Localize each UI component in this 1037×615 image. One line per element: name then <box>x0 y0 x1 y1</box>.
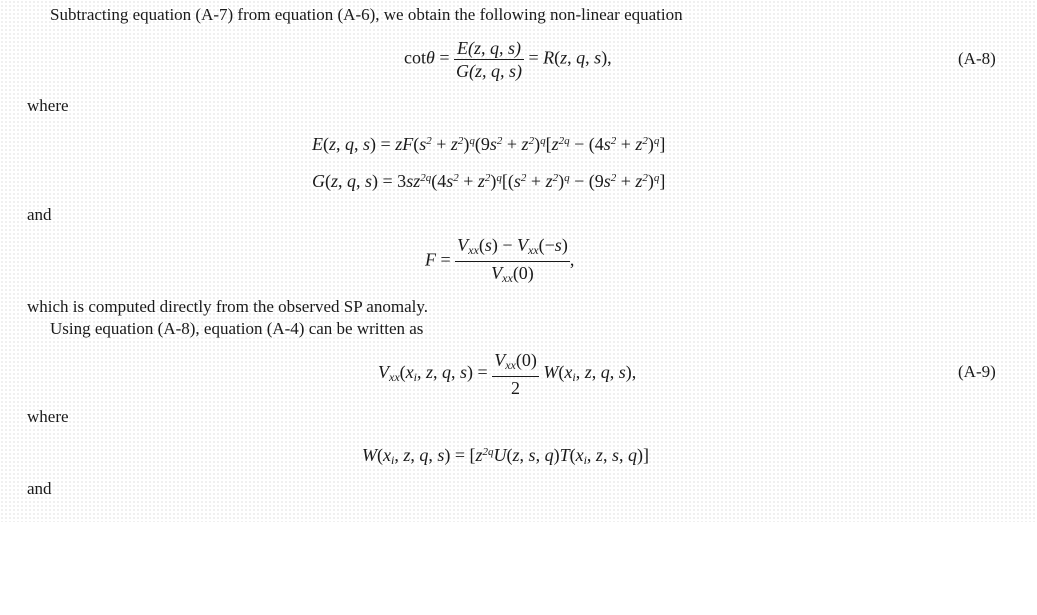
where-label-2: where <box>27 407 69 426</box>
using-paragraph: Using equation (A-8), equation (A-4) can be written as <box>50 319 424 338</box>
and-label-1: and <box>27 205 52 224</box>
equation-f-numerator: $V_{xx}(s) - V_{xx}(-s)$ <box>455 234 570 262</box>
equation-e-definition: E(z, q, $s) = zF(s^2 + z^2)^q(9s^2 + z^2)^q[z^{2q} - (4s^2 + z^2)^q]$ <box>312 134 666 154</box>
equation-a8-rhs: = R(z, q, s), <box>528 47 612 68</box>
equation-w-definition: $W(x_i$, z, q, $s) = [z^{2q}U(z$, s, $q)T(x_i$, z, s, q)] <box>362 445 649 467</box>
equation-a9-denominator: 2 <box>511 378 521 398</box>
equation-a9-rhs: $W(x_i$, z, q, s), <box>543 362 637 385</box>
equation-a8-denominator: G(z, q, s) <box>456 61 522 81</box>
equation-f-fraction <box>455 234 570 289</box>
and-label-2: and <box>27 479 52 498</box>
intro-paragraph: Subtracting equation (A-7) from equation (A-6), we obtain the following non-linear equation <box>50 5 683 24</box>
equation-a8 <box>404 37 612 82</box>
equation-a8-tag: (A-8) <box>958 49 996 68</box>
equation-f-definition: F = $\frac{V_{xx}(s) - V_{xx}(-s)}{V_{xx}(0)}$ , <box>425 234 574 289</box>
equation-a9 <box>378 349 636 399</box>
equation-a8-numerator: E(z, q, s) <box>454 37 524 60</box>
where-label-1: where <box>27 96 69 115</box>
equation-a9-fraction <box>492 349 539 399</box>
equation-a9-lhs: $V_{xx}(x_i$, z, q, s) = <box>378 362 493 385</box>
which-paragraph: which is computed directly from the observed SP anomaly. <box>27 297 428 316</box>
equation-f-denominator: $V_{xx}(0)$ <box>491 263 534 285</box>
equation-a9-tag: (A-9) <box>958 362 996 381</box>
equation-a8-lhs: cotθ = <box>404 47 454 68</box>
equation-g-definition: G(z, q, $s) = 3sz^{2q}(4s^2 + z^2)^q[(s^2 + z^2)^q - (9s^2 + z^2)^q]$ <box>312 171 666 191</box>
equation-a9-numerator: $V_{xx}(0)$ <box>492 349 539 377</box>
equation-a8-fraction <box>454 37 524 82</box>
